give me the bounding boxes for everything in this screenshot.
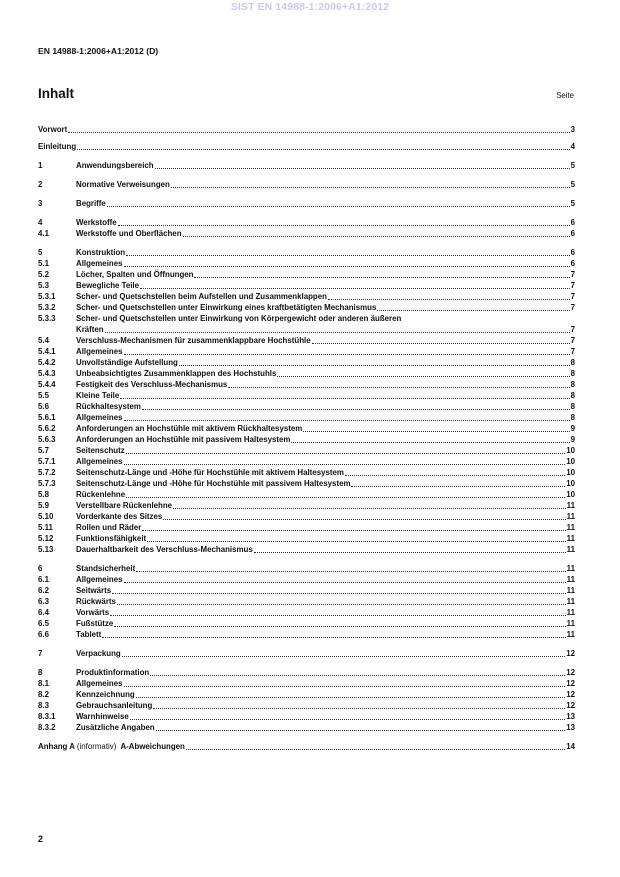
dot-leader	[122, 655, 565, 657]
dot-leader	[291, 441, 569, 443]
dot-leader	[156, 729, 566, 731]
dot-leader	[312, 342, 570, 344]
dot-leader	[194, 276, 569, 278]
toc-entry-section-5-10[interactable]	[38, 511, 575, 522]
dot-leader	[303, 430, 569, 432]
toc-entry-section-7[interactable]	[38, 648, 575, 659]
toc-group	[38, 160, 575, 171]
toc-section-title: Vorwort	[38, 125, 68, 134]
toc-page-number: 4	[570, 142, 575, 151]
toc-section-number: 6.6	[38, 630, 49, 639]
dot-leader	[126, 452, 566, 454]
toc-section-title: Werkstoffe	[76, 218, 117, 227]
toc-entry-section-6-5[interactable]	[38, 618, 575, 629]
toc-group	[38, 124, 575, 135]
table-of-contents	[38, 124, 575, 752]
toc-section-number: 5.8	[38, 490, 49, 499]
dot-leader	[118, 224, 570, 226]
toc-section-number: 5.3.2	[38, 303, 56, 312]
toc-entry-section-5-4-1[interactable]	[38, 346, 575, 357]
dot-leader	[228, 386, 569, 388]
toc-group	[38, 179, 575, 190]
toc-entry-section-5-3[interactable]	[38, 280, 575, 291]
toc-section-number: 6.5	[38, 619, 49, 628]
dot-leader	[171, 186, 570, 188]
toc-entry-section-5-4-4[interactable]	[38, 379, 575, 390]
dot-leader	[107, 205, 570, 207]
toc-section-number: 5.6	[38, 402, 49, 411]
toc-entry-section-5-11[interactable]	[38, 522, 575, 533]
toc-entry-section-5-1[interactable]	[38, 258, 575, 269]
toc-section-title: Standsicherheit	[76, 564, 136, 573]
dot-leader	[126, 254, 570, 256]
toc-entry-section-5-5[interactable]	[38, 390, 575, 401]
dot-leader	[150, 674, 565, 676]
dot-leader	[183, 235, 570, 237]
toc-page-number: 12	[566, 701, 575, 710]
toc-group	[38, 667, 575, 733]
toc-section-number: 2	[38, 180, 43, 189]
dot-leader	[124, 463, 566, 465]
toc-page-number: 12	[566, 668, 575, 677]
toc-page-number: 11	[566, 564, 575, 573]
toc-page-number: 9	[570, 424, 575, 433]
toc-entry-section-6[interactable]	[38, 563, 575, 574]
toc-section-title: Anforderungen an Hochstühle mit passivem Haltesystem	[76, 435, 291, 444]
page-column-label: Seite	[556, 91, 574, 100]
toc-page-number: 7	[570, 347, 575, 356]
toc-page-number: 8	[570, 380, 575, 389]
dot-leader	[179, 364, 570, 366]
toc-section-title: Allgemeines	[76, 575, 123, 584]
toc-section-number: 8.3	[38, 701, 49, 710]
toc-section-title: Seitenschutz-Länge und -Höhe für Hochstühle mit passivem Haltesystem	[76, 479, 351, 488]
toc-section-title: Verstellbare Rückenlehne	[76, 501, 173, 510]
dot-leader	[147, 540, 566, 542]
dot-leader	[377, 309, 569, 311]
dot-leader	[114, 625, 565, 627]
toc-section-title: Konstruktion	[76, 248, 126, 257]
toc-page-number: 8	[570, 391, 575, 400]
toc-page-number: 10	[566, 479, 575, 488]
dot-leader	[124, 685, 566, 687]
toc-group	[38, 247, 575, 555]
toc-entry-section-8-3-1[interactable]	[38, 711, 575, 722]
dot-leader	[142, 408, 570, 410]
toc-section-number: 8.2	[38, 690, 49, 699]
toc-section-title: Begriffe	[76, 199, 106, 208]
toc-page-number: 5	[570, 161, 575, 170]
dot-leader	[105, 331, 570, 333]
document-id: EN 14988-1:2006+A1:2012 (D)	[38, 46, 159, 56]
toc-section-number: 1	[38, 161, 43, 170]
toc-section-title: Kleine Teile	[76, 391, 120, 400]
toc-section-number: 8	[38, 668, 43, 677]
toc-page-number: 11	[566, 575, 575, 584]
toc-page-number: 11	[566, 534, 575, 543]
toc-entry-section-8[interactable]	[38, 667, 575, 678]
toc-section-number: 5.13	[38, 545, 54, 554]
toc-section-number: 8.1	[38, 679, 49, 688]
annex-label: Anhang A	[38, 742, 75, 751]
toc-section-title: Seitenschutz-Länge und -Höhe für Hochstühle mit aktivem Haltesystem	[76, 468, 344, 477]
toc-section-number: 5.4.4	[38, 380, 56, 389]
toc-page-number: 10	[566, 446, 575, 455]
toc-page-number: 12	[566, 690, 575, 699]
toc-section-title: Seitenschutz	[76, 446, 125, 455]
toc-entry-section-5-9[interactable]	[38, 500, 575, 511]
toc-section-title: Allgemeines	[76, 413, 123, 422]
toc-page-number: 8	[570, 402, 575, 411]
dot-leader	[173, 507, 566, 509]
toc-section-number: 5.5	[38, 391, 49, 400]
toc-section-title: Tablett	[76, 630, 102, 639]
toc-page-number: 11	[566, 630, 575, 639]
toc-section-title: Rollen und Räder	[76, 523, 142, 532]
toc-page-number: 9	[570, 435, 575, 444]
toc-heading: Inhalt	[38, 86, 74, 101]
toc-page-number: 11	[566, 545, 575, 554]
toc-section-title: Löcher, Spalten und Öffnungen	[76, 270, 194, 279]
toc-page-number: 11	[566, 608, 575, 617]
toc-entry-section-4[interactable]	[38, 217, 575, 228]
dot-leader	[345, 474, 565, 476]
toc-page-number: 5	[570, 199, 575, 208]
toc-section-number: 5.6.2	[38, 424, 56, 433]
toc-section-title: Einleitung	[38, 142, 77, 151]
toc-page-number: 12	[566, 649, 575, 658]
toc-page-number: 10	[566, 490, 575, 499]
toc-entry-section-5-6-2[interactable]	[38, 423, 575, 434]
toc-section-title: Vorwärts	[76, 608, 110, 617]
toc-section-number: 5.4	[38, 336, 49, 345]
toc-entry-section-3[interactable]	[38, 198, 575, 209]
toc-section-number: 5.4.1	[38, 347, 56, 356]
toc-section-number: 5	[38, 248, 43, 257]
toc-section-title: Allgemeines	[76, 347, 123, 356]
toc-group	[38, 198, 575, 209]
toc-page-number: 3	[570, 125, 575, 134]
toc-section-title: Zusätzliche Angaben	[76, 723, 155, 732]
toc-page-number: 6	[570, 218, 575, 227]
toc-entry-section-5-2[interactable]	[38, 269, 575, 280]
toc-page-number: 7	[570, 281, 575, 290]
toc-section-title: Funktionsfähigkeit	[76, 534, 147, 543]
toc-section-number: 5.2	[38, 270, 49, 279]
toc-page-number: 6	[570, 248, 575, 257]
toc-section-title: Scher- und Quetschstellen unter Einwirkung von Körpergewicht oder anderen äußeren	[76, 314, 402, 323]
toc-section-number: 6.1	[38, 575, 49, 584]
toc-section-number: 5.11	[38, 523, 53, 532]
toc-entry-section-5[interactable]	[38, 247, 575, 258]
toc-section-title: Allgemeines	[76, 679, 123, 688]
dot-leader	[136, 696, 565, 698]
dot-leader	[254, 551, 566, 553]
dot-leader	[124, 265, 570, 267]
toc-page-number: 6	[570, 229, 575, 238]
toc-entry-section-8-1[interactable]	[38, 678, 575, 689]
toc-section-title: Normative Verweisungen	[76, 180, 170, 189]
toc-section-number: 5.6.1	[38, 413, 56, 422]
toc-page-number: 11	[566, 597, 575, 606]
dot-leader	[124, 353, 570, 355]
toc-section-title: Rückhaltesystem	[76, 402, 141, 411]
toc-section-number: 8.3.1	[38, 712, 56, 721]
toc-entry-section-5-7-2[interactable]	[38, 467, 575, 478]
toc-section-number: 5.6.3	[38, 435, 56, 444]
toc-page-number: 7	[570, 336, 575, 345]
toc-entry-section-5-6[interactable]	[38, 401, 575, 412]
dot-leader	[112, 592, 566, 594]
toc-entry-section-4-1[interactable]	[38, 228, 575, 239]
dot-leader	[351, 485, 565, 487]
toc-entry-section-5-3-3[interactable]	[38, 313, 575, 324]
toc-section-title: Unvollständige Aufstellung	[76, 358, 178, 367]
toc-entry-vorwort[interactable]	[38, 124, 575, 135]
toc-page-number: 13	[566, 712, 575, 721]
toc-section-title: Gebrauchsanleitung	[76, 701, 153, 710]
dot-leader	[126, 496, 565, 498]
toc-entry-section-5-4[interactable]	[38, 335, 575, 346]
page-number: 2	[38, 834, 44, 844]
toc-page-number: 11	[566, 523, 575, 532]
toc-entry-annex-a[interactable]	[38, 741, 575, 752]
toc-section-title: Festigkeit des Verschluss-Mechanismus	[76, 380, 228, 389]
toc-page-number: 8	[570, 369, 575, 378]
toc-entry-section-1[interactable]	[38, 160, 575, 171]
toc-section-number: 5.12	[38, 534, 54, 543]
toc-section-title: Verpackung	[76, 649, 121, 658]
dot-leader	[130, 718, 565, 720]
watermark: SIST EN 14988-1:2006+A1:2012	[230, 1, 390, 13]
dot-leader	[163, 518, 565, 520]
toc-section-number: 5.3.1	[38, 292, 56, 301]
toc-page-number: 7	[570, 292, 575, 301]
toc-entry-section-5-3-2[interactable]	[38, 302, 575, 313]
annex-note: (informativ)	[76, 742, 117, 751]
toc-entry-section-5-3-3-continued[interactable]	[38, 324, 575, 335]
dot-leader	[77, 148, 569, 150]
toc-section-number: 3	[38, 199, 43, 208]
dot-leader	[102, 636, 565, 638]
toc-section-title: Dauerhaltbarkeit des Verschluss-Mechanismus	[76, 545, 253, 554]
toc-page-number: 11	[566, 619, 575, 628]
toc-page-number: 5	[570, 180, 575, 189]
toc-section-title: Warnhinweise	[76, 712, 129, 721]
toc-entry-section-5-12[interactable]	[38, 533, 575, 544]
toc-section-title: Seitwärts	[76, 586, 112, 595]
dot-leader	[110, 614, 565, 616]
toc-section-number: 5.3	[38, 281, 49, 290]
toc-entry-section-8-3[interactable]	[38, 700, 575, 711]
toc-entry-section-5-7-1[interactable]	[38, 456, 575, 467]
toc-section-title: Kennzeichnung	[76, 690, 135, 699]
toc-section-number: 5.4.3	[38, 369, 56, 378]
toc-entry-section-6-6[interactable]	[38, 629, 575, 640]
toc-section-title: Bewegliche Teile	[76, 281, 140, 290]
toc-page-number: 11	[566, 501, 575, 510]
toc-section-number: 5.1	[38, 259, 49, 268]
toc-entry-section-6-4[interactable]	[38, 607, 575, 618]
toc-section-number: 5.10	[38, 512, 54, 521]
toc-section-number: 6.4	[38, 608, 49, 617]
toc-section-number: 6.3	[38, 597, 49, 606]
toc-entry-section-6-2[interactable]	[38, 585, 575, 596]
toc-page-number: 6	[570, 259, 575, 268]
toc-section-number: 5.7.1	[38, 457, 56, 466]
toc-section-title: Verschluss-Mechanismen für zusammenklappbare Hochstühle	[76, 336, 311, 345]
toc-section-title: Rückenlehne	[76, 490, 126, 499]
dot-leader	[136, 570, 565, 572]
toc-page-number: 13	[566, 723, 575, 732]
toc-page-number: 7	[570, 325, 575, 334]
toc-section-number: 7	[38, 649, 43, 658]
toc-section-title: Allgemeines	[76, 457, 123, 466]
dot-leader	[68, 131, 569, 133]
dot-leader	[124, 581, 566, 583]
toc-group	[38, 648, 575, 659]
toc-page-number: 8	[570, 413, 575, 422]
toc-section-title: Rückwärts	[76, 597, 116, 606]
toc-group	[38, 563, 575, 640]
dot-leader	[277, 375, 569, 377]
toc-section-title: Unbeabsichtigtes Zusammenklappen des Hochstuhls	[76, 369, 277, 378]
toc-section-number: 4.1	[38, 229, 49, 238]
toc-page-number: 11	[566, 512, 575, 521]
toc-page-number: 7	[570, 270, 575, 279]
toc-section-title-continued: Kräften	[76, 325, 104, 334]
toc-section-number: 6	[38, 564, 43, 573]
dot-leader	[117, 603, 566, 605]
dot-leader	[142, 529, 565, 531]
dot-leader	[124, 419, 570, 421]
toc-page-number: 11	[566, 586, 575, 595]
toc-entry-section-5-6-1[interactable]	[38, 412, 575, 423]
dot-leader	[328, 298, 570, 300]
toc-entry-section-8-3-2[interactable]	[38, 722, 575, 733]
toc-section-number: 5.4.2	[38, 358, 56, 367]
toc-section-title: Scher- und Quetschstellen beim Aufstellen und Zusammenklappen	[76, 292, 327, 301]
toc-annex-group	[38, 741, 575, 752]
annex-title: A-Abweichungen	[120, 742, 185, 751]
toc-section-number: 6.2	[38, 586, 49, 595]
toc-entry-section-5-4-2[interactable]	[38, 357, 575, 368]
toc-section-title: Scher- und Quetschstellen unter Einwirkung eines kraftbetätigten Mechanismus	[76, 303, 377, 312]
toc-section-number: 5.3.3	[38, 314, 56, 323]
toc-group	[38, 217, 575, 239]
toc-entry-section-8-2[interactable]	[38, 689, 575, 700]
dot-leader	[120, 397, 569, 399]
toc-entry-section-6-1[interactable]	[38, 574, 575, 585]
toc-entry-section-5-8[interactable]	[38, 489, 575, 500]
toc-page-number: 10	[566, 468, 575, 477]
toc-entry-section-5-6-3[interactable]	[38, 434, 575, 445]
toc-section-number: 5.7.3	[38, 479, 56, 488]
toc-section-title: Werkstoffe und Oberflächen	[76, 229, 182, 238]
toc-entry-section-6-3[interactable]	[38, 596, 575, 607]
toc-group	[38, 141, 575, 152]
toc-page-number: 8	[570, 358, 575, 367]
dot-leader	[140, 287, 570, 289]
toc-section-title: Allgemeines	[76, 259, 123, 268]
toc-entry-einleitung[interactable]	[38, 141, 575, 152]
toc-entry-section-5-7[interactable]	[38, 445, 575, 456]
toc-section-title: Vorderkante des Sitzes	[76, 512, 163, 521]
toc-page-number: 14	[566, 742, 575, 751]
toc-section-number: 5.7.2	[38, 468, 56, 477]
toc-section-number: 5.9	[38, 501, 49, 510]
dot-leader	[155, 167, 570, 169]
toc-section-number: 8.3.2	[38, 723, 56, 732]
toc-section-title: Anwendungsbereich	[76, 161, 154, 170]
toc-entry-section-5-3-1[interactable]	[38, 291, 575, 302]
toc-entry-section-2[interactable]	[38, 179, 575, 190]
toc-section-number: 4	[38, 218, 43, 227]
toc-entry-section-5-4-3[interactable]	[38, 368, 575, 379]
toc-section-title: Produktinformation	[76, 668, 150, 677]
toc-entry-section-5-13[interactable]	[38, 544, 575, 555]
toc-section-number: 5.7	[38, 446, 49, 455]
dot-leader	[186, 748, 565, 750]
toc-section-title: Anforderungen an Hochstühle mit aktivem Rückhaltesystem	[76, 424, 303, 433]
toc-page-number: 12	[566, 679, 575, 688]
toc-section-title: Fußstütze	[76, 619, 114, 628]
toc-entry-section-5-7-3[interactable]	[38, 478, 575, 489]
dot-leader	[153, 707, 565, 709]
toc-page-number: 7	[570, 303, 575, 312]
toc-page-number: 10	[566, 457, 575, 466]
